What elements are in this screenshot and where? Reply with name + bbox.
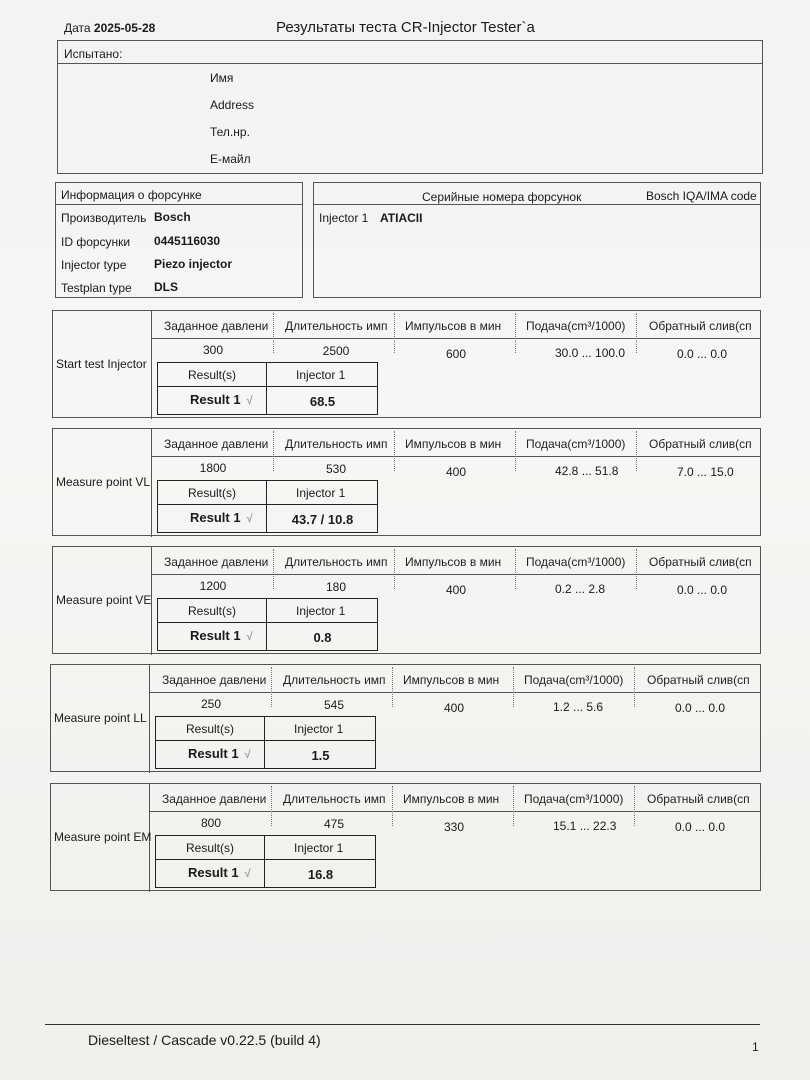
test-delivery: 0.2 ... 2.8	[555, 582, 606, 596]
result-value: 16.8	[307, 867, 334, 882]
check-icon: √	[246, 513, 253, 525]
test-return: 0.0 ... 0.0	[675, 820, 726, 834]
test-duration: 2500	[322, 344, 350, 358]
test-duration: 545	[323, 698, 345, 712]
info-label: Производитель	[61, 211, 147, 225]
check-icon: √	[244, 749, 251, 761]
result-row-text: Result 1	[188, 746, 239, 761]
test-pulses: 400	[443, 701, 465, 715]
result-row-label	[190, 628, 253, 643]
column-header: Подача(cm³/1000)	[526, 555, 626, 569]
test-duration: 475	[323, 817, 345, 831]
result-table	[155, 716, 376, 769]
test-pulses: 330	[443, 820, 465, 834]
footer-software: Dieseltest / Cascade v0.22.5 (build 4)	[88, 1032, 321, 1048]
result-header: Result(s)	[188, 368, 237, 382]
tested-field-phone: Тел.нр.	[210, 125, 250, 139]
result-injector-header: Injector 1	[294, 841, 344, 855]
result-row-label	[190, 392, 253, 407]
result-header: Result(s)	[186, 722, 235, 736]
result-injector-header: Injector 1	[296, 368, 346, 382]
injector-info-title: Информация о форсунке	[61, 188, 202, 202]
info-value: Piezo injector	[154, 257, 233, 271]
result-row-label	[188, 865, 251, 880]
serial-injector-label: Injector 1	[319, 211, 369, 225]
column-header: Обратный слив(сп	[647, 673, 750, 687]
test-pulses: 600	[445, 347, 467, 361]
result-header: Result(s)	[186, 841, 235, 855]
column-header: Обратный слив(сп	[649, 319, 752, 333]
column-header: Обратный слив(сп	[649, 437, 752, 451]
test-return: 0.0 ... 0.0	[677, 583, 728, 597]
test-name: Measure point LL	[54, 711, 147, 725]
test-block	[52, 428, 761, 536]
result-table	[157, 480, 378, 533]
result-row-label	[190, 510, 253, 525]
column-header: Заданное давлени	[162, 792, 267, 806]
result-header: Result(s)	[188, 604, 237, 618]
result-value: 43.7 / 10.8	[291, 512, 354, 527]
column-header: Длительность имп	[283, 792, 386, 806]
result-header: Result(s)	[188, 486, 237, 500]
info-value: DLS	[154, 280, 178, 294]
test-block	[50, 664, 761, 772]
test-pressure: 1800	[199, 461, 227, 475]
check-icon: √	[246, 395, 253, 407]
page-title: Результаты теста CR-Injector Tester`a	[276, 19, 535, 36]
date-label: Дата	[64, 21, 91, 35]
test-pressure: 800	[200, 816, 222, 830]
test-delivery: 1.2 ... 5.6	[553, 700, 604, 714]
column-header: Подача(cm³/1000)	[524, 673, 624, 687]
column-header: Заданное давлени	[164, 437, 269, 451]
serial-injector-code: ATIACII	[380, 211, 423, 225]
test-delivery: 15.1 ... 22.3	[553, 819, 617, 833]
column-header: Обратный слив(сп	[649, 555, 752, 569]
column-header: Заданное давлени	[164, 319, 269, 333]
iqa-code-label: Bosch IQA/IMA code	[646, 189, 757, 203]
result-table	[155, 835, 376, 888]
column-header: Импульсов в мин	[403, 673, 500, 687]
info-label: ID форсунки	[61, 235, 131, 249]
column-header: Обратный слив(сп	[647, 792, 750, 806]
serials-title: Серийные номера форсунок	[422, 190, 582, 204]
column-header: Длительность имп	[283, 673, 386, 687]
injector-info-section	[55, 182, 303, 298]
column-header: Заданное давлени	[162, 673, 267, 687]
test-duration: 530	[325, 462, 347, 476]
result-value: 68.5	[309, 394, 336, 409]
column-header: Заданное давлени	[164, 555, 269, 569]
column-header: Импульсов в мин	[403, 792, 500, 806]
result-row-label	[188, 746, 251, 761]
test-delivery: 30.0 ... 100.0	[555, 346, 626, 360]
info-value: Bosch	[154, 210, 191, 224]
result-row-text: Result 1	[190, 628, 241, 643]
tested-section	[57, 40, 763, 174]
test-pressure: 300	[202, 343, 224, 357]
result-row-text: Result 1	[190, 510, 241, 525]
info-label: Injector type	[61, 258, 127, 272]
column-header: Импульсов в мин	[405, 437, 502, 451]
result-row-text: Result 1	[190, 392, 241, 407]
result-injector-header: Injector 1	[296, 486, 346, 500]
footer-rule	[45, 1024, 760, 1025]
test-block	[52, 310, 761, 418]
tested-field-email: E-майл	[210, 152, 251, 166]
result-value: 1.5	[311, 748, 330, 763]
test-pulses: 400	[445, 465, 467, 479]
test-duration: 180	[325, 580, 347, 594]
test-block	[50, 783, 761, 891]
test-pulses: 400	[445, 583, 467, 597]
result-injector-header: Injector 1	[294, 722, 344, 736]
test-name: Measure point EM	[54, 830, 152, 844]
test-return: 7.0 ... 15.0	[677, 465, 734, 479]
result-value: 0.8	[313, 630, 332, 645]
column-header: Импульсов в мин	[405, 319, 502, 333]
column-header: Длительность имп	[285, 555, 388, 569]
column-header: Подача(cm³/1000)	[526, 437, 626, 451]
check-icon: √	[244, 868, 251, 880]
test-name: Measure point VE	[56, 593, 152, 607]
result-row-text: Result 1	[188, 865, 239, 880]
check-icon: √	[246, 631, 253, 643]
result-table	[157, 598, 378, 651]
info-value: 0445116030	[154, 234, 221, 248]
tested-field-name: Имя	[210, 71, 234, 85]
column-header: Подача(cm³/1000)	[524, 792, 624, 806]
page-number: 1	[752, 1040, 759, 1054]
date-line	[64, 21, 155, 35]
serial-numbers-section	[313, 182, 761, 298]
date-value: 2025-05-28	[93, 21, 156, 35]
tested-field-address: Address	[210, 98, 255, 112]
tested-label: Испытано:	[64, 47, 123, 61]
column-header: Импульсов в мин	[405, 555, 502, 569]
info-label: Testplan type	[61, 281, 132, 295]
test-pressure: 1200	[199, 579, 227, 593]
result-table	[157, 362, 378, 415]
test-block	[52, 546, 761, 654]
test-return: 0.0 ... 0.0	[675, 701, 726, 715]
test-name: Measure point VL	[56, 475, 151, 489]
column-header: Длительность имп	[285, 437, 388, 451]
test-name: Start test Injector	[56, 357, 147, 371]
test-return: 0.0 ... 0.0	[677, 347, 728, 361]
column-header: Подача(cm³/1000)	[526, 319, 626, 333]
test-pressure: 250	[200, 697, 222, 711]
result-injector-header: Injector 1	[296, 604, 346, 618]
test-delivery: 42.8 ... 51.8	[555, 464, 619, 478]
column-header: Длительность имп	[285, 319, 388, 333]
